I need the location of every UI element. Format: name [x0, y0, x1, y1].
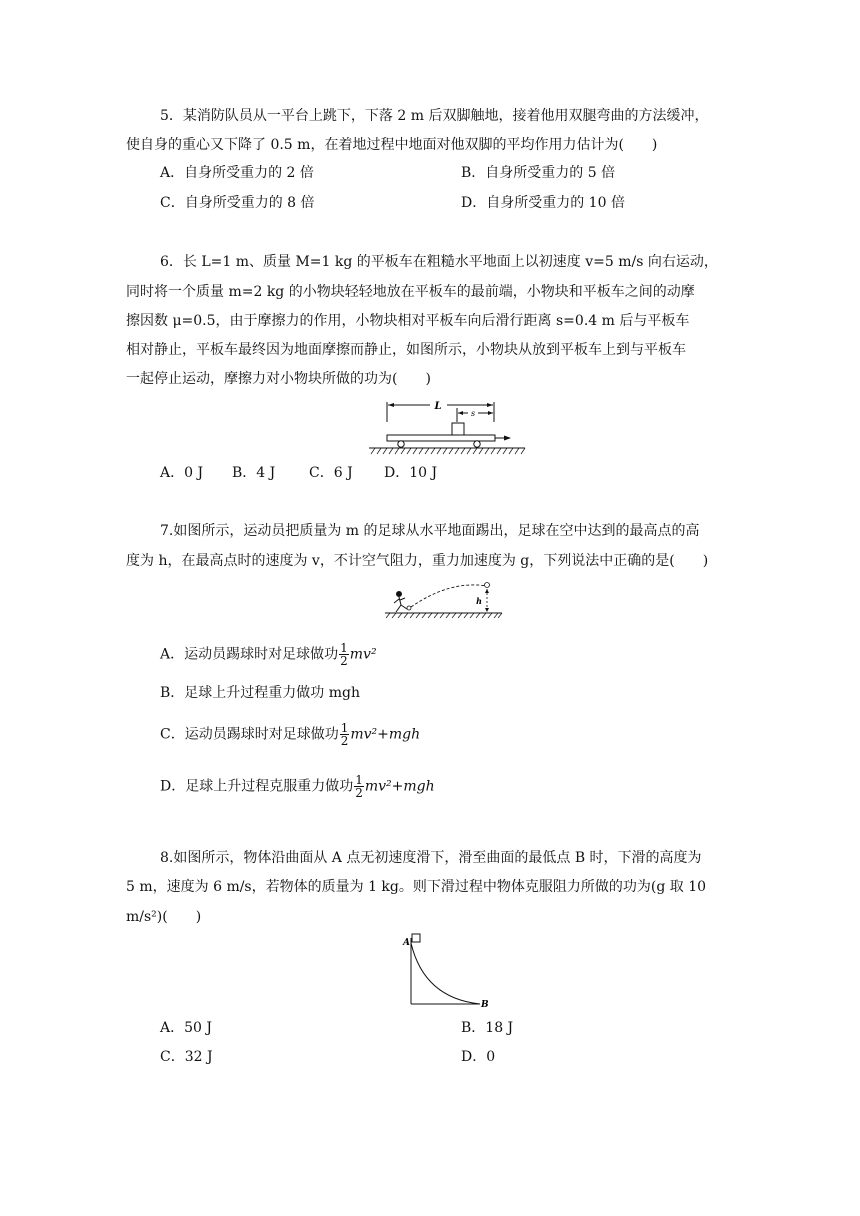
q7-option-d-expr: mv²+mgh [364, 778, 435, 795]
fraction-numerator: 1 [340, 721, 349, 735]
fraction-denominator: 2 [355, 786, 363, 800]
q6-cart-board [387, 435, 495, 441]
q5-option-c: C．自身所受重力的 8 倍 [160, 195, 315, 211]
q6-stem-line3: 擦因数 μ=0.5，由于摩擦力的作用，小物块相对平板车向后滑行距离 s=0.4 m 后与平板车 [126, 313, 690, 329]
q6-label-L: L [434, 401, 442, 412]
q6-option-d: D．10 J [384, 465, 438, 481]
q7-label-h: h [476, 596, 482, 606]
q6-label-s: s [470, 409, 476, 418]
fraction-denominator: 2 [340, 734, 349, 748]
q5-stem-line1: 5．某消防队员从一平台上跳下，下落 2 m 后双脚触地，接着他用双腿弯曲的方法缓冲， [160, 108, 709, 124]
q8-stem-line2: 5 m，速度为 6 m/s，若物体的质量为 1 kg。则下滑过程中物体克服阻力所做的功为(g 取 10 [126, 879, 707, 895]
q7-option-a-expr: mv² [349, 646, 377, 663]
q7-option-c-fraction [340, 722, 350, 747]
q5-stem-line2: 使自身的重心又下降了 0.5 m，在着地过程中地面对他双脚的平均作用力估计为( ) [126, 137, 658, 153]
q6-stem-line1: 6．长 L=1 m、质量 M=1 kg 的平板车在粗糙水平地面上以初速度 v=5 m/s 向右运动， [160, 254, 718, 270]
q8-option-a: A．50 J [160, 1020, 212, 1036]
q7-stem-line2: 度为 h，在最高点时的速度为 v，不计空气阻力，重力加速度为 g，下列说法中正确的是( ) [126, 553, 709, 569]
q6-cart-figure [365, 398, 530, 456]
q7-option-d-text: D．足球上升过程克服重力做功 [160, 778, 354, 795]
q7-option-b: B．足球上升过程重力做功 mgh [160, 685, 360, 701]
q7-stem-line1: 7.如图所示，运动员把质量为 m 的足球从水平地面踢出，足球在空中达到的最高点的高 [160, 523, 700, 539]
q8-option-c: C．32 J [160, 1049, 213, 1065]
q6-stem-line2: 同时将一个质量 m=2 kg 的小物块轻轻地放在平板车的最前端，小物块和平板车之间的动摩 [126, 284, 695, 300]
q6-option-a: A．0 J [160, 465, 204, 481]
q8-slope-figure [400, 930, 500, 1008]
q8-stem-line1: 8.如图所示，物体沿曲面从 A 点无初速度滑下，滑至曲面的最低点 B 时，下滑的高度为 [160, 850, 702, 866]
q8-label-b: B [481, 1000, 489, 1008]
q7-option-c [160, 722, 420, 747]
q7-option-d [160, 774, 435, 799]
q6-stem-line4: 相对静止，平板车最终因为地面摩擦而静止，如图所示，小物块从放到平板车上到与平板车 [126, 342, 686, 358]
fraction-numerator: 1 [355, 773, 363, 787]
q8-option-d: D．0 [461, 1049, 496, 1065]
fraction-numerator: 1 [340, 641, 348, 655]
q7-option-a [160, 642, 377, 667]
q7-football-figure [380, 578, 505, 620]
q5-option-b: B．自身所受重力的 5 倍 [461, 165, 616, 181]
q8-option-b: B．18 J [461, 1020, 514, 1036]
fraction-denominator: 2 [340, 654, 348, 668]
q8-block [412, 934, 420, 942]
q6-option-b: B．4 J [232, 465, 276, 481]
q7-option-c-text: C．运动员踢球时对足球做功 [160, 726, 339, 743]
q6-option-c: C．6 J [309, 465, 353, 481]
q6-block [452, 423, 464, 435]
q5-option-d: D．自身所受重力的 10 倍 [461, 195, 625, 211]
q7-option-d-fraction [354, 774, 364, 799]
q5-option-a: A．自身所受重力的 2 倍 [160, 165, 314, 181]
q6-stem-line5: 一起停止运动，摩擦力对小物块所做的功为( ) [126, 371, 431, 387]
q8-stem-line3: m/s²)( ) [126, 909, 202, 925]
q7-option-a-fraction [339, 642, 349, 667]
q7-option-c-expr: mv²+mgh [350, 726, 421, 743]
q8-label-a: A [403, 938, 410, 948]
q7-option-a-text: A．运动员踢球时对足球做功 [160, 646, 339, 663]
